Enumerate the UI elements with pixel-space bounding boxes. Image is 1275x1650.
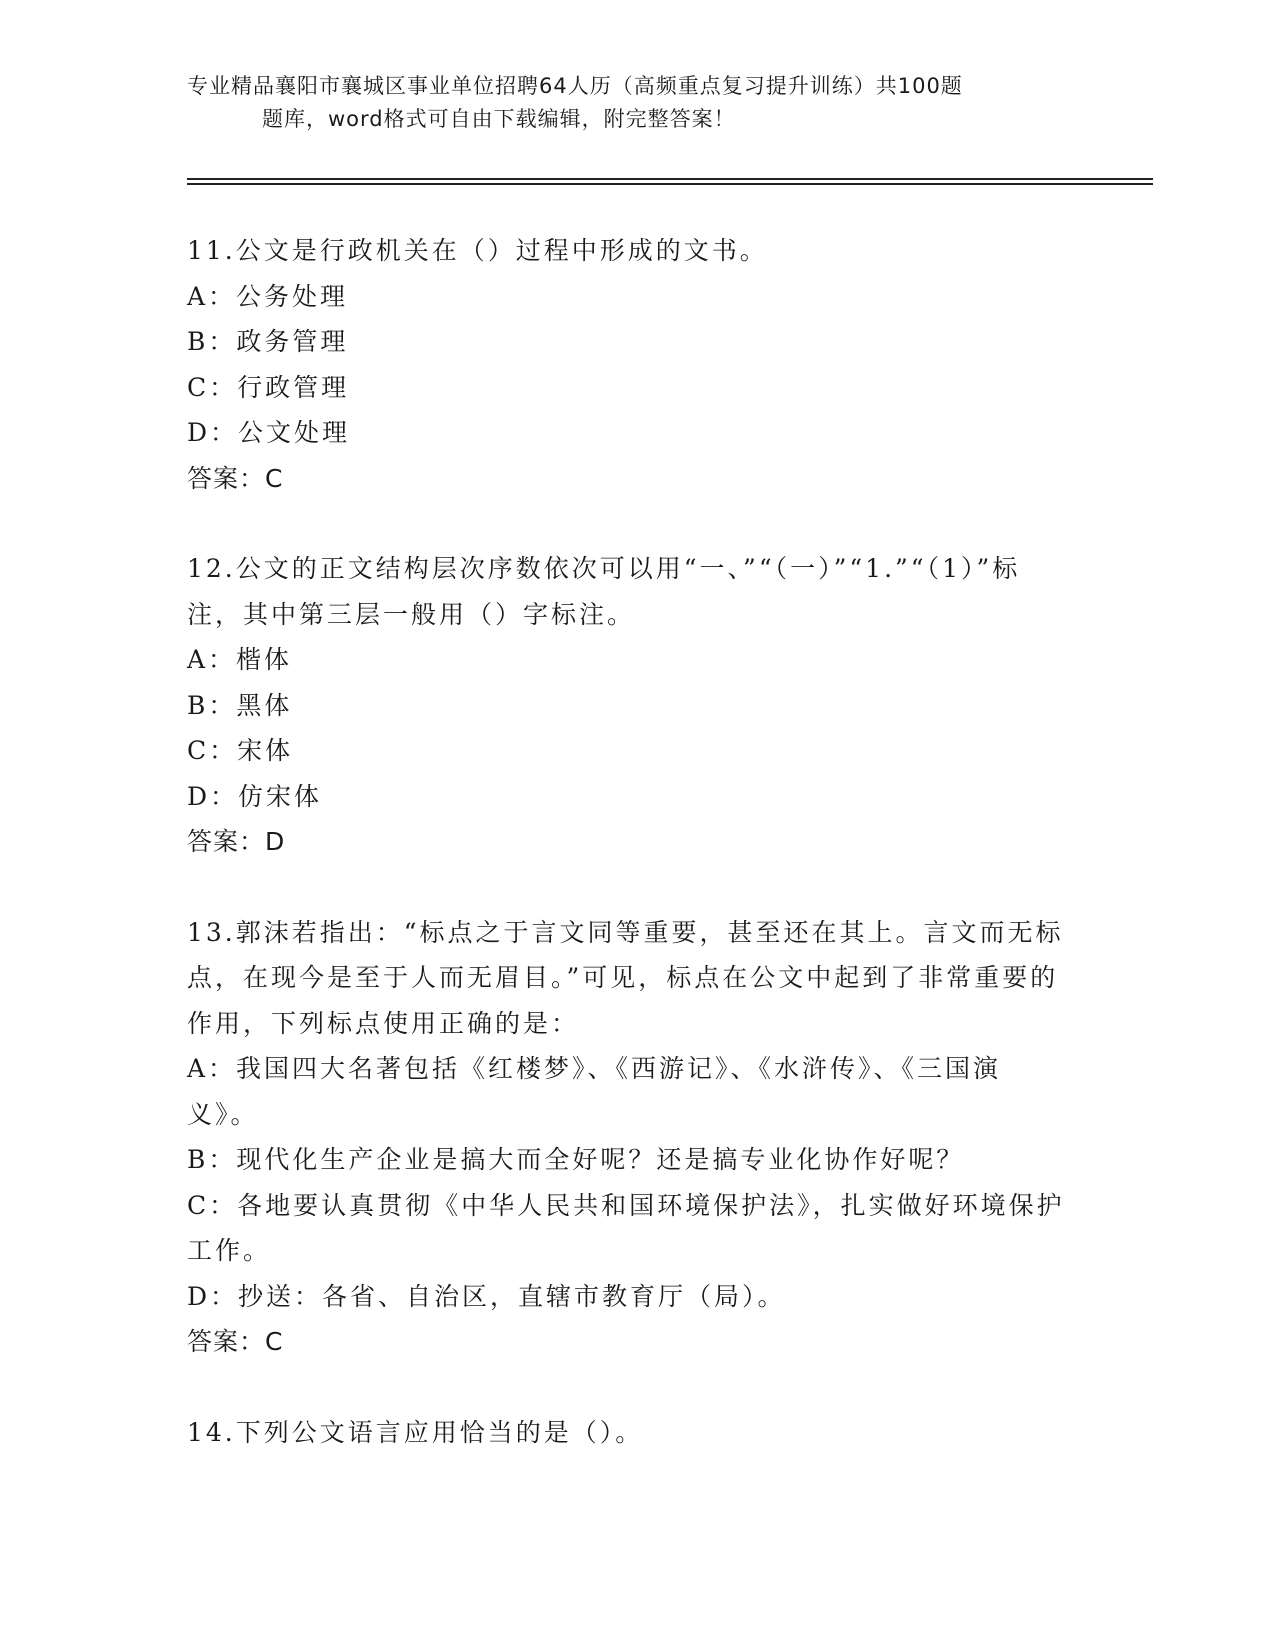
option-b: B：现代化生产企业是搞大而全好呢？还是搞专业化协作好呢？ [187, 1145, 965, 1174]
question-14 [187, 1410, 1067, 1456]
answer: 答案：C [187, 463, 284, 493]
answer: 答案：C [187, 1327, 284, 1356]
question-gap [187, 865, 1067, 910]
option-c: C：行政管理 [187, 372, 350, 402]
question-12 [187, 546, 1067, 865]
header-line-2: 题库，word格式可自由下载编辑，附完整答案！ [262, 107, 736, 131]
option-d: D：仿宋体 [187, 781, 323, 811]
question-stem: 12.公文的正文结构层次序数依次可以用“一、”“（一）”“1.”“（1）”标注，其中第三层一般用（）字标注。 [187, 554, 1021, 629]
option-c: C：宋体 [187, 736, 294, 765]
option-d: D：公文处理 [187, 418, 351, 447]
question-13 [187, 910, 1067, 1365]
question-stem: 13.郭沫若指出：“标点之于言文同等重要，甚至还在其上。言文而无标点，在现今是至于人而无眉目。”可见，标点在公文中起到了非常重要的作用，下列标点使用正确的是： [187, 917, 1064, 1038]
header-line-1: 专业精品襄阳市襄城区事业单位招聘64人历（高频重点复习提升训练）共100题 [187, 74, 963, 98]
option-a: A：我国四大名著包括《红楼梦》、《西游记》、《水浒传》、《三国演义》。 [187, 1054, 1002, 1129]
option-c: C：各地要认真贯彻《中华人民共和国环境保护法》，扎实做好环境保护工作。 [187, 1190, 1065, 1265]
option-a: A：楷体 [187, 645, 293, 674]
option-a: A：公务处理 [187, 281, 349, 311]
question-gap [187, 501, 1067, 546]
question-gap [187, 1365, 1067, 1410]
option-d: D：抄送：各省、自治区，直辖市教育厅（局）。 [187, 1281, 786, 1311]
header-rule-bottom [187, 183, 1153, 185]
option-b: B：政务管理 [187, 327, 349, 356]
document-header [187, 70, 1067, 136]
question-stem: 11.公文是行政机关在（）过程中形成的文书。 [187, 236, 768, 265]
question-11 [187, 228, 1067, 501]
answer: 答案：D [187, 827, 286, 856]
option-b: B：黑体 [187, 690, 293, 720]
question-list [187, 228, 1067, 1455]
question-stem: 14.下列公文语言应用恰当的是（）。 [187, 1417, 644, 1447]
header-rule-top [187, 178, 1153, 180]
